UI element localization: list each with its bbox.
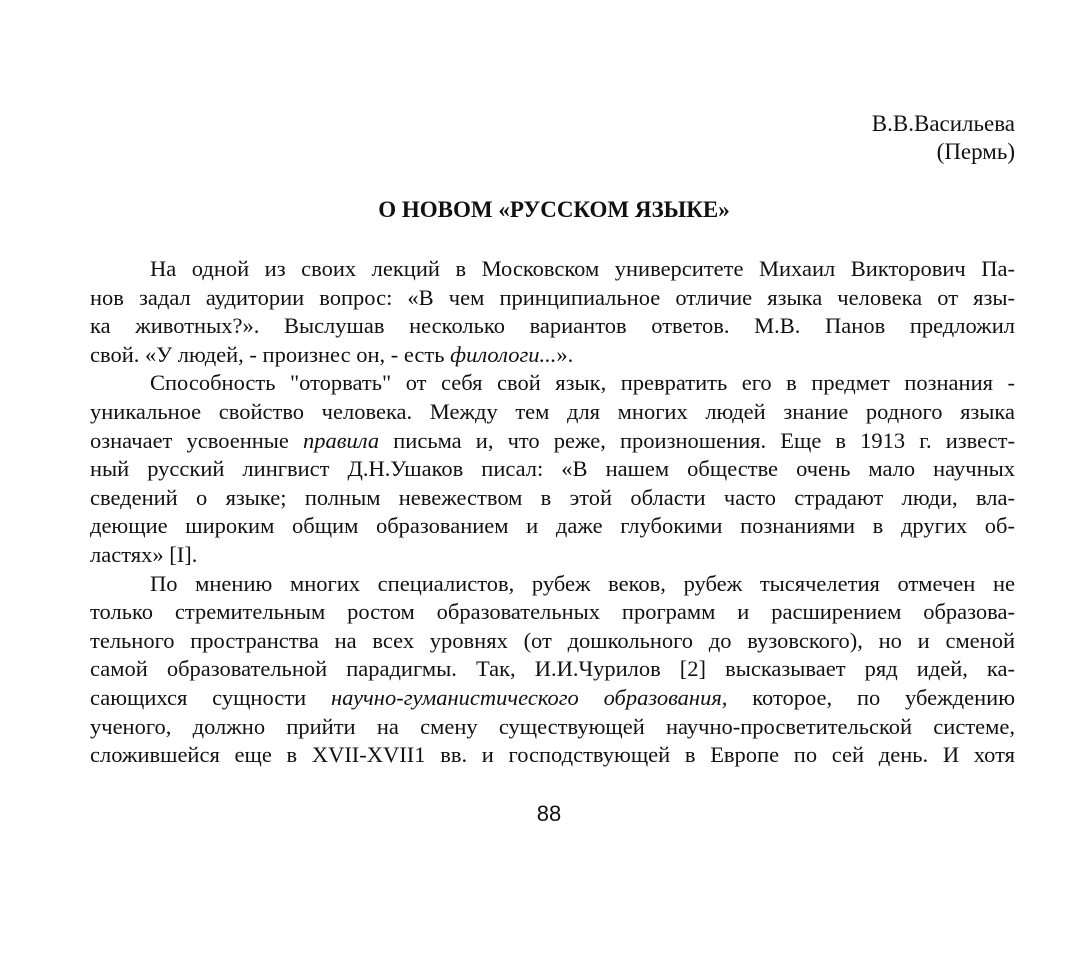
text-run: свой. «У людей, - произнес он, - есть: [90, 341, 451, 367]
text-line: [90, 341, 1015, 370]
text-run: которое, по убеждению: [727, 684, 1016, 710]
text-line: [90, 312, 1015, 341]
text-run: ный русский лингвист Д.Н.Ушаков писал: «В нашем обществе очень мало научных: [90, 456, 1015, 482]
text-run: ластях» [I].: [90, 541, 198, 567]
text-run: деющие широким общим образованием и даже глубокими познаниями в других об-: [90, 513, 1015, 539]
text-line: [90, 284, 1015, 313]
text-run: На одной из своих лекций в Московском университете Михаил Викторович Па-: [150, 256, 1015, 281]
text-line: [90, 627, 1015, 656]
text-run: тельного пространства на всех уровнях (от дошкольного до вузовского), но и сменой: [90, 627, 1015, 653]
text-line: [90, 713, 1015, 742]
text-line: [90, 598, 1015, 627]
paragraph: [90, 369, 1015, 569]
text-run: только стремительным ростом образовательных программ и расширением образова-: [90, 599, 1015, 625]
text-run: ученого, должно прийти на смену существующей научно-просветительской системе,: [90, 713, 1015, 739]
italic-text: правила: [303, 427, 380, 453]
text-line: [90, 541, 1015, 570]
text-line: [90, 369, 1015, 398]
author-city: (Пермь): [936, 139, 1015, 164]
text-run: уникальное свойство человека. Между тем для многих людей знание родного языка: [90, 398, 1015, 424]
text-line: [90, 255, 1015, 284]
author-block: [872, 110, 1015, 166]
text-line: [90, 741, 1015, 770]
text-run: По мнению многих специалистов, рубеж веков, рубеж тысячелетия отмечен не: [150, 570, 1015, 596]
text-line: [90, 570, 1015, 599]
text-run: нов задал аудитории вопрос: «В чем принципиальное отличие языка человека от язы-: [90, 284, 1015, 310]
text-line: [90, 512, 1015, 541]
text-run: сающихся сущности: [90, 684, 331, 710]
italic-text: научно-гуманистического образования,: [330, 684, 728, 710]
italic-text: филологи...: [450, 341, 557, 367]
text-run: сложившейся еще в XVII-XVII1 вв. и господствующей в Европе по сей день. И хотя: [90, 742, 1015, 768]
text-run: Способность "оторвать" от себя свой язык, превратить его в предмет познания -: [150, 370, 1015, 396]
text-line: [90, 398, 1015, 427]
text-line: [90, 484, 1015, 513]
text-line: [90, 684, 1015, 713]
paragraph: [90, 255, 1015, 369]
article-title: О НОВОМ «РУССКОМ ЯЗЫКЕ»: [378, 197, 730, 222]
text-run: ка животных?». Выслушав несколько вариантов ответов. М.В. Панов предложил: [90, 313, 1015, 339]
paragraph: [90, 570, 1015, 770]
text-run: письма и, что реже, произношения. Еще в 1913 г. извест-: [379, 427, 1015, 453]
text-line: [90, 655, 1015, 684]
text-line: [90, 427, 1015, 456]
text-run: означает усвоенные: [90, 427, 304, 453]
author-name: В.В.Васильева: [871, 111, 1015, 136]
page-number: 88: [536, 801, 562, 826]
text-run: сведений о языке; полным невежеством в этой области часто страдают люди, вла-: [90, 484, 1015, 510]
text-run: самой образовательной парадигмы. Так, И.И.Чурилов [2] высказывает ряд идей, ка-: [90, 656, 1015, 682]
text-run: ».: [556, 341, 574, 367]
article-body: [90, 255, 1015, 770]
text-line: [90, 455, 1015, 484]
